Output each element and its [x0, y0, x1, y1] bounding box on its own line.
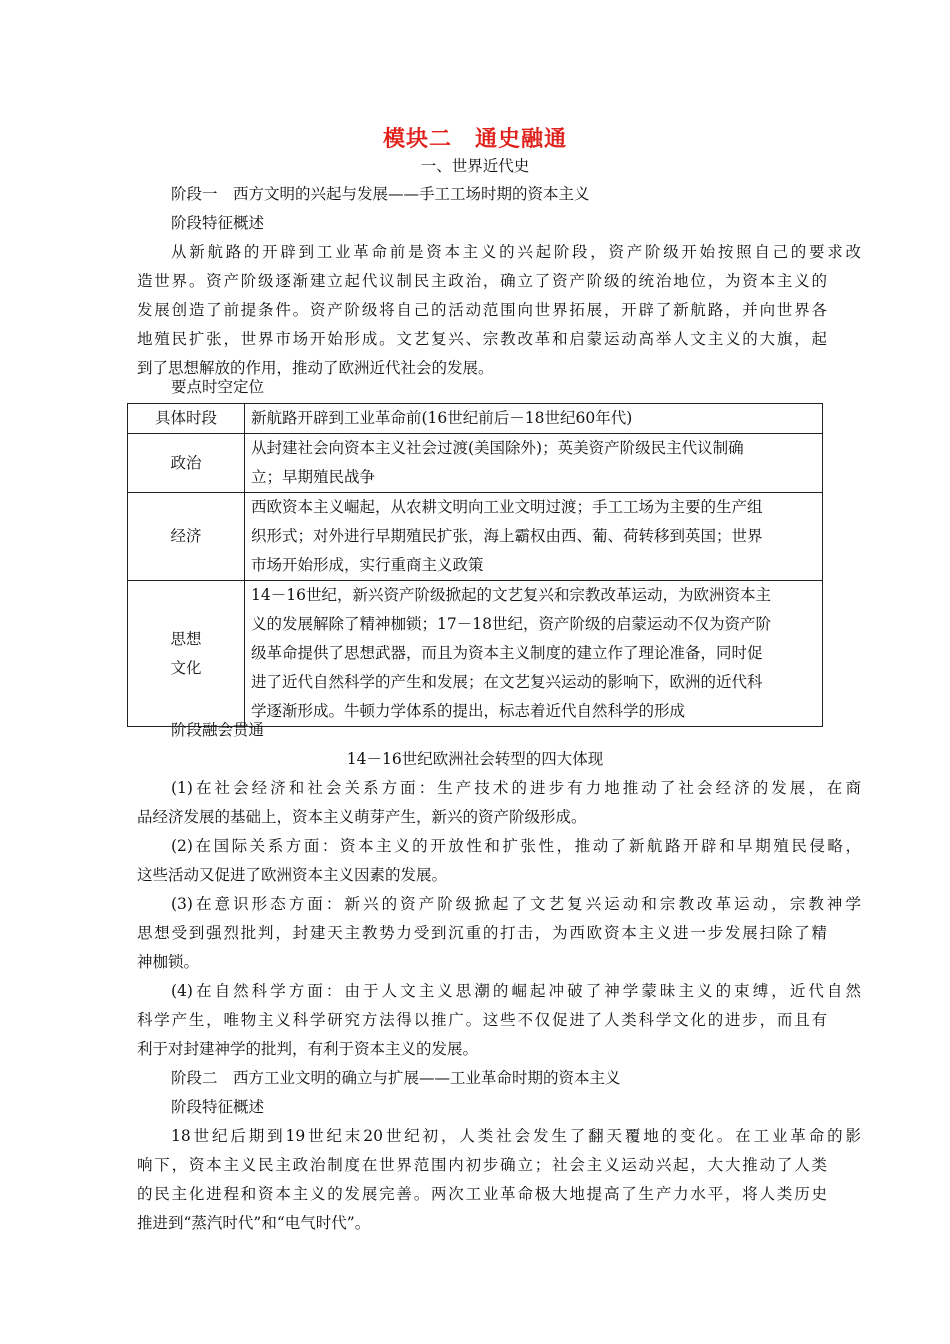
cell-line: 新航路开辟到工业革命前(16世纪前后－18世纪60年代)	[251, 409, 633, 427]
paragraph-line: 从新航路的开辟到工业革命前是资本主义的兴起阶段，资产阶级开始按照自己的要求改	[171, 243, 861, 261]
integration-label: 阶段融会贯通	[171, 721, 265, 739]
page-title: 模块二 通史融通	[382, 127, 567, 152]
cell-line: 进了近代自然科学的产生和发展；在文艺复兴运动的影响下，欧洲的近代科	[251, 673, 763, 691]
point-line: 思想受到强烈批判，封建天主教势力受到沉重的打击，为西欧资本主义进一步发展扫除了精	[137, 924, 827, 942]
table-row	[128, 493, 823, 581]
table-cell-value	[245, 581, 823, 727]
stage1-overview-label: 阶段特征概述	[171, 214, 265, 232]
point-line: (3)在意识形态方面：新兴的资产阶级掀起了文艺复兴运动和宗教改革运动，宗教神学	[171, 895, 861, 913]
table-row	[128, 404, 823, 434]
paragraph-line: 的民主化进程和资本主义的发展完善。两次工业革命极大地提高了生产力水平，将人类历史	[137, 1185, 827, 1203]
table-cell-key: 经济	[128, 493, 245, 581]
stage2-overview-label: 阶段特征概述	[171, 1098, 265, 1116]
table-row	[128, 434, 823, 493]
integration-title: 14－16世纪欧洲社会转型的四大体现	[346, 750, 604, 768]
point-line: 科学产生，唯物主义科学研究方法得以推广。这些不仅促进了人类科学文化的进步，而且有	[137, 1011, 827, 1029]
cell-line: 西欧资本主义崛起，从农耕文明向工业文明过渡；手工工场为主要的生产组	[251, 498, 763, 516]
point-line: 神枷锁。	[137, 953, 200, 971]
paragraph-line: 发展创造了前提条件。资产阶级将自己的活动范围向世界拓展，开辟了新航路，并向世界各	[137, 301, 827, 319]
timeline-table	[127, 403, 823, 727]
paragraph-line: 推进到“蒸汽时代”和“电气时代”。	[137, 1214, 371, 1232]
point-line: (1)在社会经济和社会关系方面：生产技术的进步有力地推动了社会经济的发展，在商	[171, 779, 861, 797]
point-line: 这些活动又促进了欧洲资本主义因素的发展。	[137, 866, 448, 884]
table-cell-key	[128, 581, 245, 727]
cell-line: 学逐渐形成。牛顿力学体系的提出，标志着近代自然科学的形成	[251, 702, 686, 720]
paragraph-line: 响下，资本主义民主政治制度在世界范围内初步确立；社会主义运动兴起，大大推动了人类	[137, 1156, 827, 1174]
cell-line: 织形式；对外进行早期殖民扩张，海上霸权由西、葡、荷转移到英国；世界	[251, 527, 763, 545]
point-line: (2)在国际关系方面：资本主义的开放性和扩张性，推动了新航路开辟和早期殖民侵略，	[171, 837, 861, 855]
table-cell-key: 政治	[128, 434, 245, 493]
point-line: 品经济发展的基础上，资本主义萌芽产生，新兴的资产阶级形成。	[137, 808, 587, 826]
paragraph-line: 18世纪后期到19世纪末20世纪初，人类社会发生了翻天覆地的变化。在工业革命的影	[171, 1127, 861, 1145]
table-label: 要点时空定位	[171, 378, 265, 396]
cell-line: 级革命提供了思想武器，而且为资本主义制度的建立作了理论准备，同时促	[251, 644, 763, 662]
cell-key-line: 思想	[170, 629, 202, 648]
cell-line: 14－16世纪，新兴资产阶级掀起的文艺复兴和宗教改革运动，为欧洲资本主	[251, 586, 771, 604]
paragraph-line: 到了思想解放的作用，推动了欧洲近代社会的发展。	[137, 359, 494, 377]
paragraph-line: 造世界。资产阶级逐渐建立起代议制民主政治，确立了资产阶级的统治地位，为资本主义的	[137, 272, 827, 290]
stage2-heading: 阶段二 西方工业文明的确立与扩展——工业革命时期的资本主义	[171, 1069, 621, 1087]
cell-line: 从封建社会向资本主义社会过渡(美国除外)；英美资产阶级民主代议制确	[251, 439, 744, 457]
cell-key-line: 文化	[170, 658, 202, 677]
table-row	[128, 581, 823, 727]
table-cell-key: 具体时段	[128, 404, 245, 434]
section-heading: 一、世界近代史	[420, 157, 530, 175]
stage1-heading: 阶段一 西方文明的兴起与发展——手工工场时期的资本主义	[171, 185, 590, 203]
point-line: 利于对封建神学的批判，有利于资本主义的发展。	[137, 1040, 479, 1058]
paragraph-line: 地殖民扩张，世界市场开始形成。文艺复兴、宗教改革和启蒙运动高举人文主义的大旗，起	[137, 330, 827, 348]
cell-line: 立；早期殖民战争	[251, 468, 376, 486]
table-cell-value	[245, 404, 823, 434]
cell-line: 市场开始形成，实行重商主义政策	[251, 556, 484, 574]
point-line: (4)在自然科学方面：由于人文主义思潮的崛起冲破了神学蒙昧主义的束缚，近代自然	[171, 982, 861, 1000]
cell-line: 义的发展解除了精神枷锁；17－18世纪，资产阶级的启蒙运动不仅为资产阶	[251, 615, 771, 633]
table-cell-value	[245, 434, 823, 493]
table-cell-value	[245, 493, 823, 581]
